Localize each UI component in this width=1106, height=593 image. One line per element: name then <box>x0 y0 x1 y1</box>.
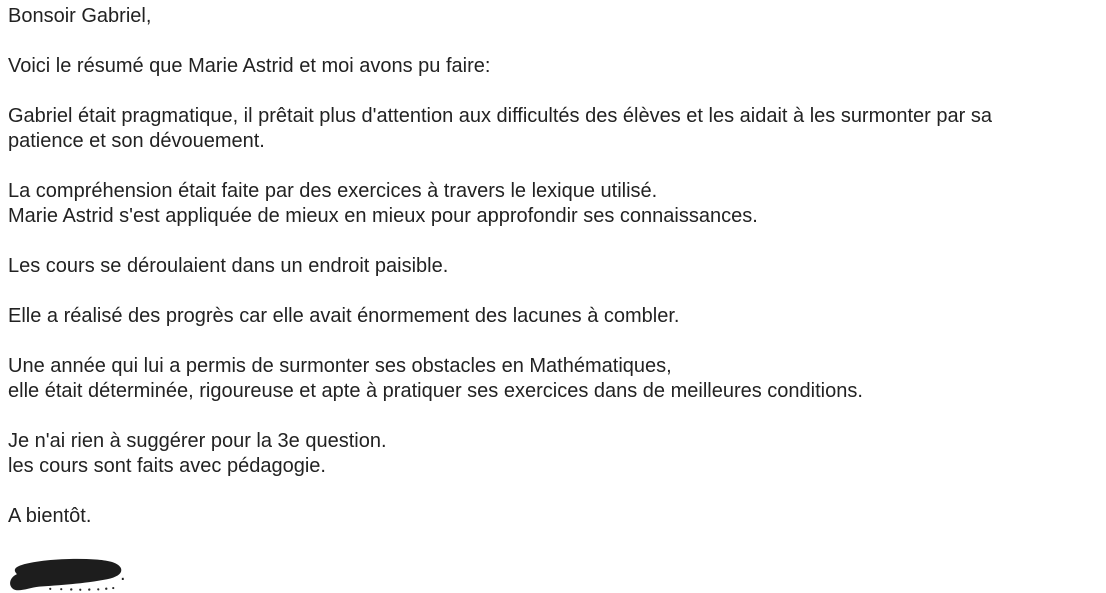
greeting-paragraph <box>8 4 1098 29</box>
peeking-text-fragments <box>49 586 114 591</box>
paragraph <box>8 429 1098 479</box>
text-line: Les cours se déroulaient dans un endroit paisible. <box>8 255 449 277</box>
paragraph <box>8 254 1098 279</box>
signature-trailing-period: . <box>120 563 126 585</box>
text-line: Elle a réalisé des progrès car elle avait énormement des lacunes à combler. <box>8 305 680 327</box>
text-line: elle était déterminée, rigoureuse et apte à pratiquer ses exercices dans de meilleures conditions. <box>8 380 863 402</box>
greeting-line: Bonsoir Gabriel, <box>8 5 152 27</box>
signature-block <box>8 554 1098 593</box>
text-line: les cours sont faits avec pédagogie. <box>8 455 326 477</box>
paragraph <box>8 179 1098 229</box>
paragraph <box>8 354 1098 404</box>
closing-paragraph <box>8 504 1098 529</box>
text-line: Je n'ai rien à suggérer pour la 3e question. <box>8 430 387 452</box>
text-line: Marie Astrid s'est appliquée de mieux en mieux pour approfondir ses connaissances. <box>8 205 758 227</box>
signature-redaction-scribble <box>8 555 131 593</box>
paragraph <box>8 304 1098 329</box>
closing-line: A bientôt. <box>8 505 92 527</box>
text-line: Une année qui lui a permis de surmonter ses obstacles en Mathématiques, <box>8 355 672 377</box>
text-line: patience et son dévouement. <box>8 130 265 152</box>
paragraph <box>8 104 1098 154</box>
intro-paragraph <box>8 54 1098 79</box>
text-line: La compréhension était faite par des exercices à travers le lexique utilisé. <box>8 180 658 202</box>
text-line: Voici le résumé que Marie Astrid et moi avons pu faire: <box>8 55 491 77</box>
text-line: Gabriel était pragmatique, il prêtait plus d'attention aux difficultés des élèves et les aidait à les surmonter par sa <box>8 105 992 127</box>
